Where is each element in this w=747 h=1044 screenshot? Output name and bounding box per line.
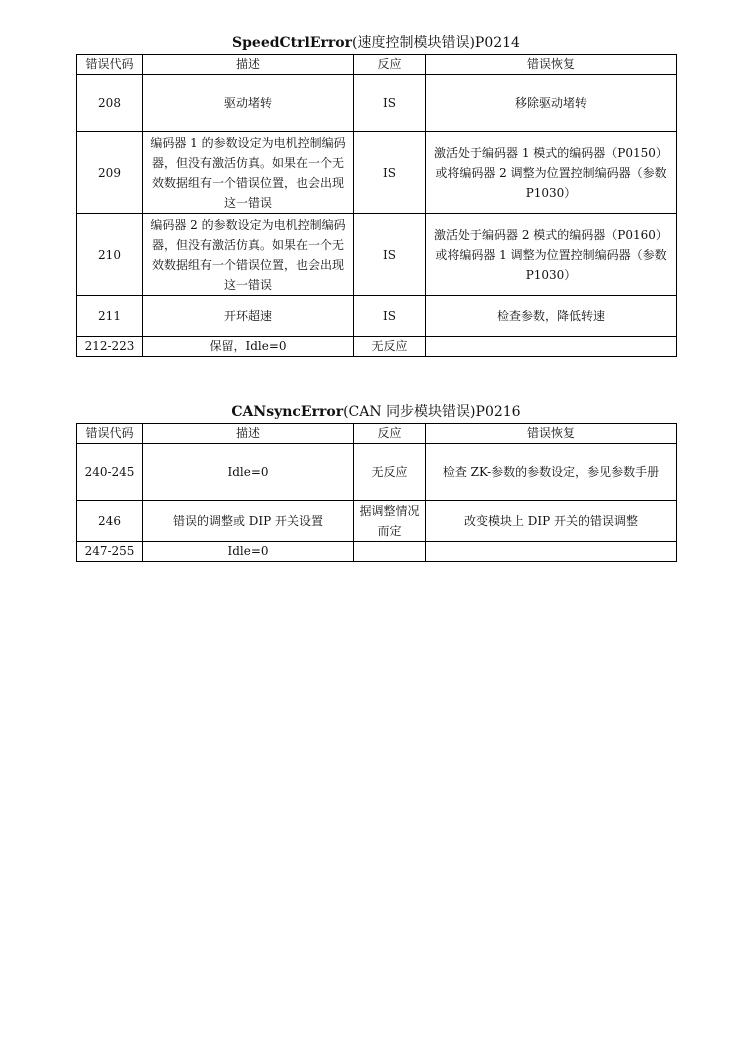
table-row bbox=[77, 337, 677, 357]
error-reaction: 无反应 bbox=[354, 444, 426, 501]
table-row bbox=[77, 214, 677, 296]
error-code: 247-255 bbox=[77, 542, 143, 562]
table-row bbox=[77, 542, 677, 562]
description-line: 这一错误 bbox=[223, 195, 272, 210]
reaction-line: 据调整情况 bbox=[359, 504, 420, 518]
description-line: 效数据组有一个错误位置，也会出现 bbox=[151, 257, 344, 272]
recovery-line: P1030） bbox=[525, 185, 577, 200]
description-line: 编码器 1 的参数设定为电机控制编码 bbox=[150, 135, 346, 150]
error-code: 246 bbox=[77, 501, 143, 542]
recovery-line: P1030） bbox=[525, 267, 577, 282]
reaction-line: 而定 bbox=[377, 524, 402, 538]
error-recovery bbox=[426, 214, 677, 296]
header-recovery: 错误恢复 bbox=[426, 55, 677, 75]
error-recovery: 检查参数，降低转速 bbox=[426, 296, 677, 337]
error-recovery bbox=[426, 132, 677, 214]
description-line: 编码器 2 的参数设定为电机控制编码 bbox=[150, 217, 346, 232]
error-reaction bbox=[354, 501, 426, 542]
section-title-speedctrlerror bbox=[76, 34, 676, 52]
description-line: 这一错误 bbox=[223, 277, 272, 292]
error-code: 208 bbox=[77, 75, 143, 132]
error-description bbox=[143, 214, 354, 296]
error-reaction: IS bbox=[354, 132, 426, 214]
error-description: 驱动堵转 bbox=[143, 75, 354, 132]
description-line: 器，但没有激活仿真。如果在一个无 bbox=[151, 155, 344, 170]
speedctrlerror-table bbox=[76, 54, 677, 357]
error-description: Idle=0 bbox=[143, 444, 354, 501]
section-title-rest: (CAN 同步模块错误)P0216 bbox=[343, 404, 521, 420]
error-description: 错误的调整或 DIP 开关设置 bbox=[143, 501, 354, 542]
section-title-rest: (速度控制模块错误)P0214 bbox=[351, 35, 520, 51]
error-recovery bbox=[426, 542, 677, 562]
error-reaction: 无反应 bbox=[354, 337, 426, 357]
section-title-cansyncerror bbox=[76, 403, 676, 421]
header-reaction: 反应 bbox=[354, 55, 426, 75]
section-title-bold: CANsyncError bbox=[231, 404, 344, 420]
error-reaction: IS bbox=[354, 75, 426, 132]
error-code: 240-245 bbox=[77, 444, 143, 501]
table-header-row bbox=[77, 424, 677, 444]
error-description bbox=[143, 132, 354, 214]
error-reaction: IS bbox=[354, 296, 426, 337]
table-row bbox=[77, 501, 677, 542]
error-code: 209 bbox=[77, 132, 143, 214]
error-description: Idle=0 bbox=[143, 542, 354, 562]
error-description: 保留，Idle=0 bbox=[143, 337, 354, 357]
error-recovery: 移除驱动堵转 bbox=[426, 75, 677, 132]
header-description: 描述 bbox=[143, 424, 354, 444]
recovery-line: 激活处于编码器 2 模式的编码器（P0160） bbox=[434, 227, 668, 242]
error-reaction bbox=[354, 542, 426, 562]
header-code: 错误代码 bbox=[77, 55, 143, 75]
description-line: 器，但没有激活仿真。如果在一个无 bbox=[151, 237, 344, 252]
header-code: 错误代码 bbox=[77, 424, 143, 444]
cansyncerror-table bbox=[76, 423, 677, 562]
header-description: 描述 bbox=[143, 55, 354, 75]
error-recovery bbox=[426, 337, 677, 357]
header-recovery: 错误恢复 bbox=[426, 424, 677, 444]
description-line: 效数据组有一个错误位置，也会出现 bbox=[151, 175, 344, 190]
header-reaction: 反应 bbox=[354, 424, 426, 444]
table-row bbox=[77, 296, 677, 337]
error-code: 211 bbox=[77, 296, 143, 337]
error-description: 开环超速 bbox=[143, 296, 354, 337]
error-code: 210 bbox=[77, 214, 143, 296]
error-recovery: 改变模块上 DIP 开关的错误调整 bbox=[426, 501, 677, 542]
recovery-line: 或将编码器 1 调整为位置控制编码器（参数 bbox=[435, 247, 667, 262]
error-recovery: 检查 ZK-参数的参数设定，参见参数手册 bbox=[426, 444, 677, 501]
recovery-line: 激活处于编码器 1 模式的编码器（P0150） bbox=[434, 145, 668, 160]
recovery-line: 或将编码器 2 调整为位置控制编码器（参数 bbox=[435, 165, 667, 180]
table-row bbox=[77, 75, 677, 132]
section-title-bold: SpeedCtrlError bbox=[232, 35, 352, 51]
table-header-row bbox=[77, 55, 677, 75]
error-reaction: IS bbox=[354, 214, 426, 296]
table-row bbox=[77, 132, 677, 214]
table-row bbox=[77, 444, 677, 501]
error-code: 212-223 bbox=[77, 337, 143, 357]
